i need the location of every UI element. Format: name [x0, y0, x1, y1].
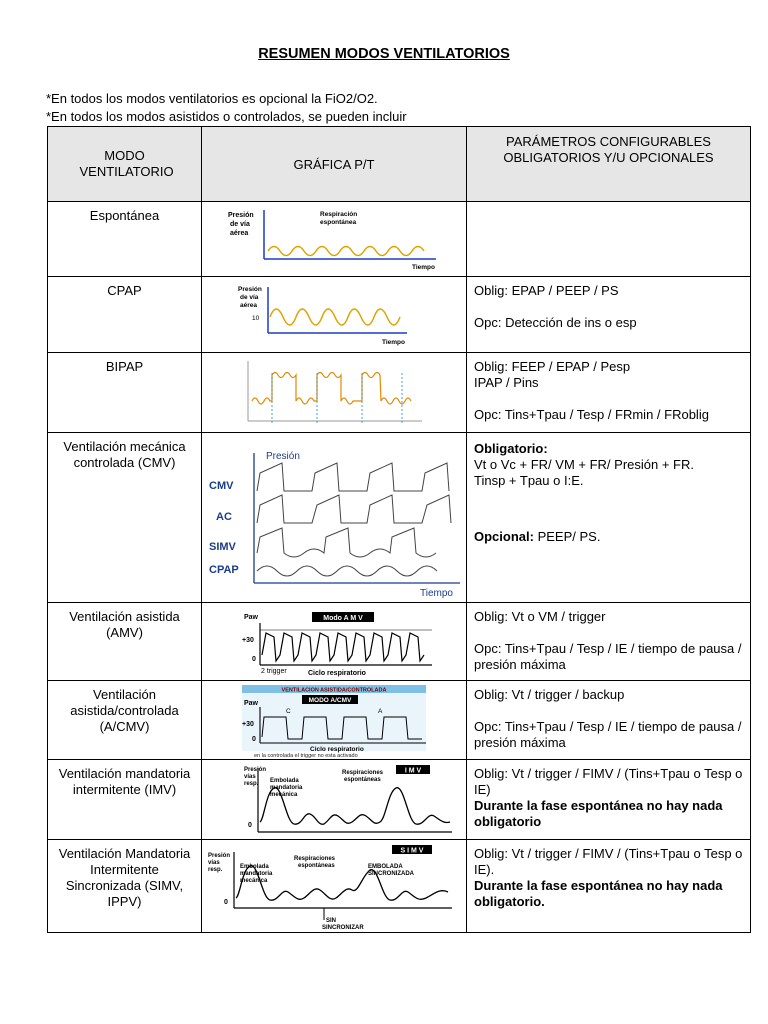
y-label: Presión — [228, 212, 254, 219]
mode-badge-text: MODO A/CMV — [308, 697, 352, 704]
row-bipap — [48, 353, 751, 433]
annotation: mandatoria — [270, 785, 303, 791]
params-optional — [474, 529, 743, 545]
mark-controlled: C — [286, 708, 291, 715]
row-label-ac: AC — [216, 511, 232, 523]
annotation: Embolada — [270, 778, 299, 784]
mode-cell: Espontánea — [48, 202, 202, 277]
row-spontaneous — [48, 202, 751, 277]
y-label: Presión — [244, 767, 267, 773]
mode-badge-text: S I M V — [400, 847, 424, 855]
x-label: Ciclo respiratorio — [310, 746, 364, 753]
annotation: mecánica — [240, 878, 268, 884]
mode-cell: Ventilación asistida/controlada (A/CMV) — [48, 681, 202, 760]
caption: en la controlada el trigger no esta activado — [254, 753, 358, 759]
cpap-wave — [270, 309, 400, 325]
graph-bipap — [202, 353, 467, 433]
row-acmv — [48, 681, 751, 760]
params-oblig: Oblig: Vt / trigger / backup — [474, 687, 625, 702]
annotation: espontánea — [320, 219, 357, 226]
bottom-label: SIN — [326, 918, 337, 924]
y-label: Paw — [244, 614, 259, 621]
annotation: espontáneas — [298, 863, 335, 869]
y-label: de vía — [240, 294, 259, 301]
tick-0: 0 — [252, 736, 256, 743]
y-label: vías — [244, 774, 256, 780]
params-imv — [467, 760, 751, 840]
graph-simv — [202, 840, 467, 933]
header-graph: GRÁFICA P/T — [202, 127, 467, 202]
simv-pt-graph — [202, 840, 467, 932]
annotation: Embolada — [240, 864, 269, 870]
params-opc: Opc: Tins+Tpau / Tesp / IE / tiempo de pausa / presión máxima — [474, 641, 742, 672]
annotation: mecánica — [270, 792, 298, 798]
amv-wave — [262, 633, 424, 661]
params-opc: Opc: Detección de ins o esp — [474, 315, 637, 330]
y-label: de vía — [230, 221, 250, 228]
cpap-wave — [257, 566, 437, 576]
y-label: aérea — [240, 302, 257, 309]
bipap-pt-graph — [202, 353, 467, 432]
params-oblig: Oblig: Vt o VM / trigger — [474, 609, 606, 624]
trigger-label: 2 trigger — [261, 668, 287, 675]
amv-pt-graph — [202, 603, 467, 680]
y-label: aérea — [230, 230, 249, 237]
params-required-label: Obligatorio: — [474, 441, 548, 456]
params-acmv — [467, 681, 751, 760]
note-assisted: *En todos los modos asistidos o controlados, se pueden incluir — [46, 109, 407, 124]
spontaneous-pt-graph — [202, 202, 467, 276]
mode-cell: BIPAP — [48, 353, 202, 433]
cpap-pt-graph — [202, 277, 467, 352]
graph-imv — [202, 760, 467, 840]
params-spontaneous — [467, 202, 751, 277]
annotation: Respiraciones — [342, 770, 384, 776]
graph-spontaneous — [202, 202, 467, 277]
y-label: vías — [208, 860, 220, 866]
graph-amv — [202, 603, 467, 681]
y-label: Presión — [238, 286, 262, 293]
header-params: PARÁMETROS CONFIGURABLES OBLIGATORIOS Y/U OPCIONALES — [467, 127, 751, 202]
simv-wave — [257, 528, 436, 557]
tick-0: 0 — [248, 822, 252, 829]
tick-10: 10 — [252, 315, 260, 322]
params-simv — [467, 840, 751, 933]
params-note: Durante la fase espontánea no hay nada obligatorio. — [474, 878, 723, 909]
mode-cell: Ventilación asistida (AMV) — [48, 603, 202, 681]
params-note: Durante la fase espontánea no hay nada obligatorio — [474, 798, 723, 829]
annotation: espontáneas — [344, 777, 381, 783]
mode-badge-text: I M V — [404, 767, 422, 775]
x-label: Tiempo — [382, 339, 405, 346]
x-label: Tiempo — [420, 588, 453, 599]
row-cmv — [48, 433, 751, 603]
annotation: Respiración — [320, 211, 358, 218]
tick-0: 0 — [224, 899, 228, 906]
annotation: EMBOLADA — [368, 864, 403, 870]
cmv-pt-graph — [202, 433, 467, 602]
header-row — [48, 127, 751, 202]
graph-acmv — [202, 681, 467, 760]
imv-pt-graph — [202, 760, 467, 839]
cmv-wave — [257, 463, 449, 491]
tick-0: 0 — [252, 656, 256, 663]
params-oblig-2: IPAP / Pins — [474, 375, 539, 390]
mode-badge-text: Modo A M V — [323, 615, 363, 622]
graph-background — [242, 685, 426, 751]
mode-cell: Ventilación mecánica controlada (CMV) — [48, 433, 202, 603]
params-optional-label: Opcional: — [474, 529, 534, 544]
mode-cell: Ventilación mandatoria intermitente (IMV) — [48, 760, 202, 840]
header-mode: MODO VENTILATORIO — [48, 127, 202, 202]
params-optional-value: PEEP/ PS. — [533, 529, 601, 544]
row-imv — [48, 760, 751, 840]
tick-30: +30 — [242, 721, 254, 728]
y-label: Paw — [244, 700, 259, 707]
page-title: RESUMEN MODOS VENTILATORIOS — [258, 46, 510, 62]
params-oblig: Oblig: Vt / trigger / FIMV / (Tins+Tpau o Tesp o IE) — [474, 766, 743, 797]
params-opc: Opc: Tins+Tpau / Tesp / FRmin / FRoblig — [474, 407, 709, 422]
banner-text: VENTILACION ASISTIDA/CONTROLADA — [281, 687, 387, 694]
graph-top-label: Presión — [266, 451, 300, 462]
row-label-cmv: CMV — [209, 480, 234, 492]
spontaneous-wave — [268, 247, 424, 256]
row-simv — [48, 840, 751, 933]
annotation: mandatoria — [240, 871, 273, 877]
params-cpap — [467, 277, 751, 353]
acmv-pt-graph — [202, 681, 467, 759]
graph-cpap — [202, 277, 467, 353]
x-label: Tiempo — [412, 264, 435, 271]
params-oblig: Oblig: FEEP / EPAP / Pesp — [474, 359, 631, 374]
row-label-simv: SIMV — [209, 541, 236, 553]
graph-cmv — [202, 433, 467, 603]
params-bipap — [467, 353, 751, 433]
annotation: SINCRONIZADA — [368, 871, 414, 877]
y-label: Presión — [208, 853, 231, 859]
mode-cell: CPAP — [48, 277, 202, 353]
params-oblig: Oblig: Vt / trigger / FIMV / (Tins+Tpau o Tesp o IE). — [474, 846, 743, 877]
params-oblig: Oblig: EPAP / PEEP / PS — [474, 283, 619, 298]
row-cpap — [48, 277, 751, 353]
annotation: Respiraciones — [294, 856, 336, 862]
params-opc: Opc: Tins+Tpau / Tesp / IE / tiempo de pausa / presión máxima — [474, 719, 742, 750]
row-label-cpap: CPAP — [209, 564, 239, 576]
mode-cell: Ventilación Mandatoria Intermitente Sincronizada (SIMV, IPPV) — [48, 840, 202, 933]
tick-30: +30 — [242, 637, 254, 644]
modes-table — [47, 126, 751, 933]
y-label: resp. — [208, 867, 223, 873]
y-label: resp. — [244, 781, 259, 787]
mark-assisted: A — [378, 708, 383, 715]
row-amv — [48, 603, 751, 681]
bottom-label: SINCRONIZAR — [322, 925, 364, 931]
x-label: Ciclo respiratorio — [308, 670, 366, 677]
params-required-1: Vt o Vc + FR/ VM + FR/ Presión + FR. — [474, 457, 694, 472]
note-fio2: *En todos los modos ventilatorios es opcional la FiO2/O2. — [46, 91, 378, 106]
bipap-wave — [252, 373, 411, 405]
ac-wave — [257, 495, 451, 523]
params-cmv — [467, 433, 751, 603]
params-required-2: Tinsp + Tpau o I:E. — [474, 473, 584, 488]
params-amv — [467, 603, 751, 681]
